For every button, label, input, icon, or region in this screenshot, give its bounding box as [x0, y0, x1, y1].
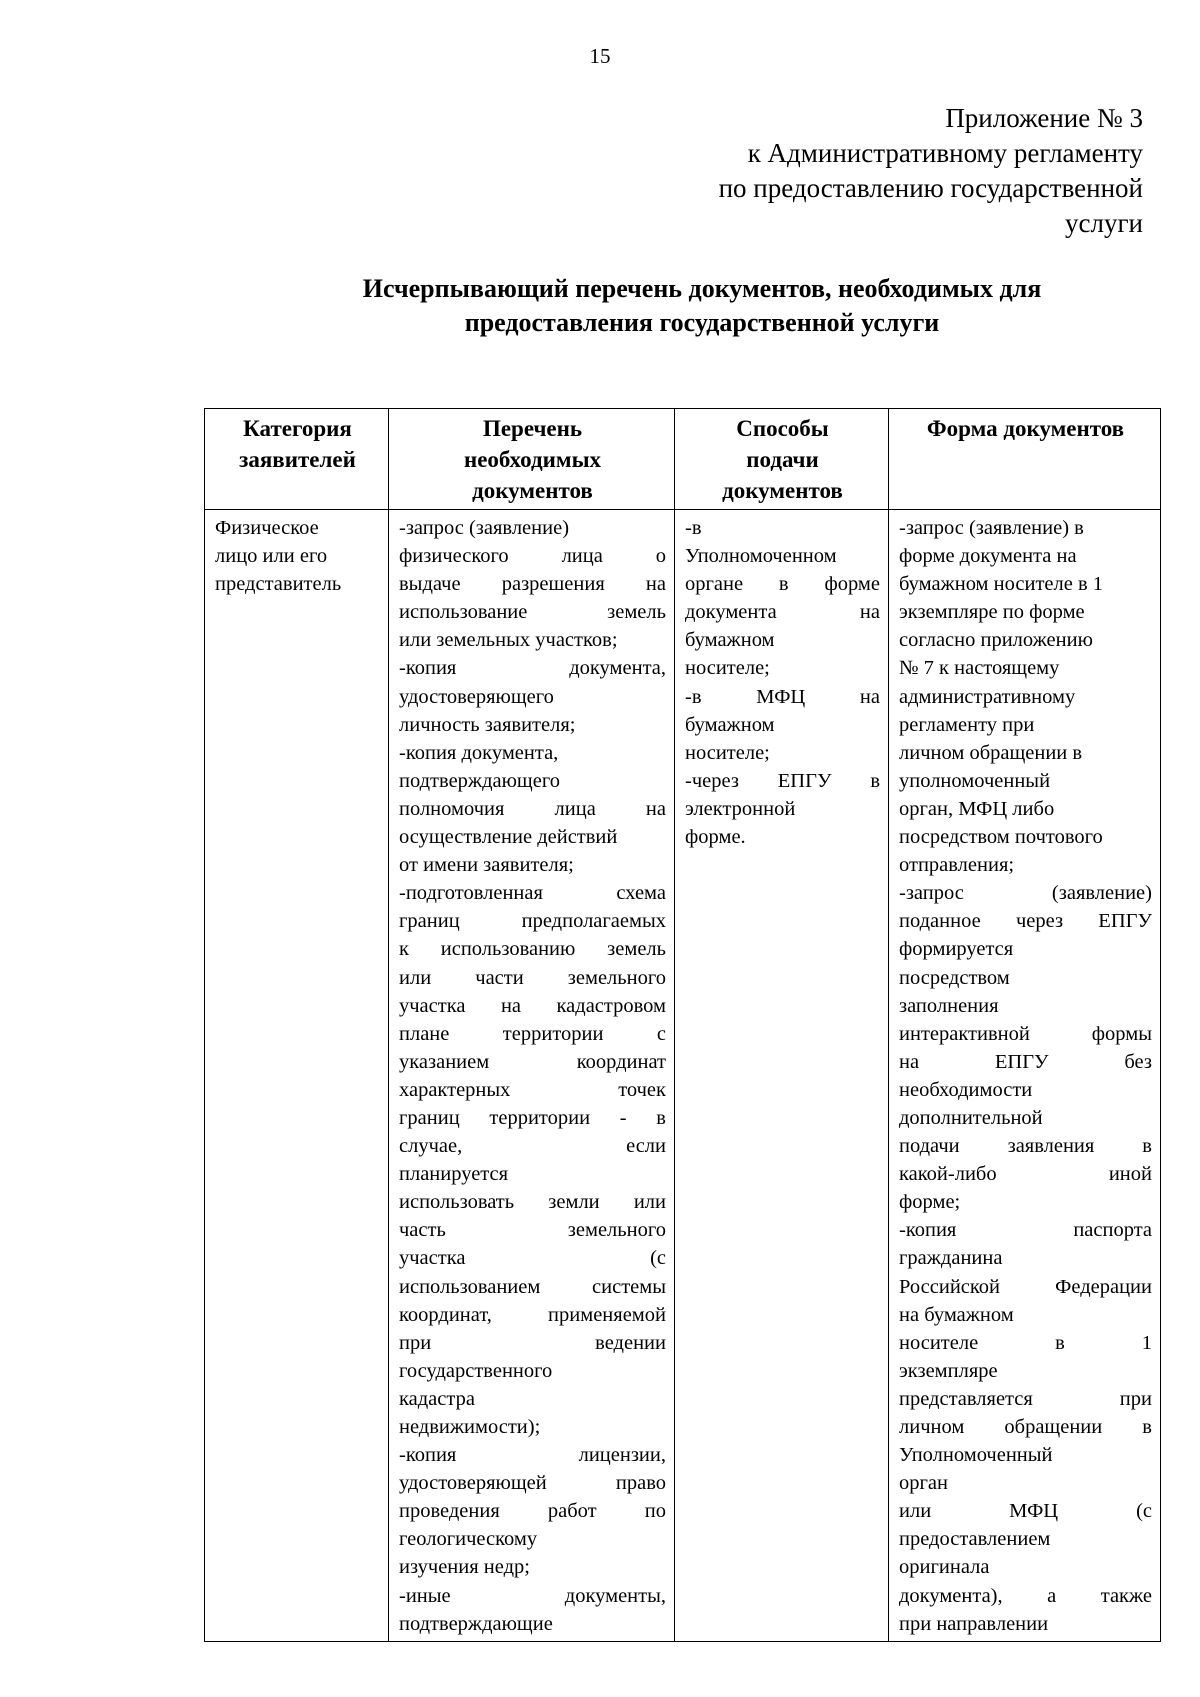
cell-text-line: -копия документа,: [399, 741, 559, 764]
cell-text-line: экземпляре: [899, 1359, 998, 1382]
cell-text-line: Уполномоченный: [899, 1444, 1053, 1467]
cell-text-line: экземпляре по форме: [899, 601, 1085, 624]
cell-text-line: какой-либо иной: [899, 1163, 1152, 1186]
table-row: [205, 510, 1161, 1642]
cell-document-form: [889, 510, 1161, 1642]
cell-text-line: или земельных участков;: [399, 629, 618, 652]
cell-text-line: форме;: [899, 1191, 961, 1214]
cell-text-line: орган: [899, 1472, 948, 1495]
cell-text-line: удостоверяющей право: [399, 1472, 666, 1495]
header-submission-methods: [675, 409, 889, 510]
header-line: необходимых: [463, 447, 602, 472]
cell-text-line: подачи заявления в: [899, 1135, 1152, 1158]
cell-text-line: № 7 к настоящему: [899, 657, 1060, 680]
cell-text-line: посредством: [899, 966, 1010, 989]
cell-text-line: носителе;: [685, 741, 770, 764]
cell-text-line: гражданина: [899, 1247, 1003, 1270]
cell-text-line: характерных точек: [399, 1078, 666, 1101]
cell-text-line: физического лица о: [399, 545, 666, 568]
cell-text-line: бумажном: [685, 629, 775, 652]
cell-text-line: носителе в 1: [899, 1331, 1152, 1354]
cell-text-line: использованием системы: [399, 1275, 666, 1298]
cell-text-line: -через ЕПГУ в: [685, 769, 880, 792]
cell-text-line: органе в форме: [685, 573, 880, 596]
cell-text-line: отправления;: [899, 854, 1015, 877]
cell-text-line: удостоверяющего: [399, 685, 554, 708]
cell-text-line: или части земельного: [399, 966, 666, 989]
cell-text-line: Физическое: [215, 517, 319, 539]
cell-text-line: осуществление действий: [399, 826, 618, 849]
cell-text-line: -в: [685, 517, 702, 539]
cell-text-line: к использованию земель: [399, 938, 666, 961]
cell-text-line: изучения недр;: [399, 1556, 530, 1579]
cell-applicant-category: [205, 510, 389, 1642]
cell-text-line: часть земельного: [399, 1219, 666, 1242]
cell-text-line: бумажном носителе в 1: [899, 573, 1104, 596]
cell-text-line: документа на: [685, 601, 880, 624]
title-line: Исчерпывающий перечень документов, необходимых для: [362, 274, 1042, 303]
cell-text-line: личном обращении в: [899, 1416, 1152, 1438]
document-title: [312, 272, 1092, 340]
cell-text-line: случае, если: [399, 1135, 666, 1158]
cell-text-line: -иные документы,: [399, 1584, 666, 1607]
cell-text-line: -запрос (заявление): [399, 517, 570, 539]
appendix-line: к Административному регламенту: [747, 138, 1143, 168]
cell-text-line: -запрос (заявление) в: [899, 517, 1084, 539]
header-applicant-category: [205, 409, 389, 510]
cell-text-line: представитель: [215, 573, 342, 596]
cell-text-line: административному: [899, 685, 1076, 708]
cell-text-line: уполномоченный: [899, 769, 1051, 792]
cell-text-line: использовать земли или: [399, 1191, 666, 1214]
table-header-row: [205, 409, 1161, 510]
cell-text-line: границ предполагаемых: [399, 910, 666, 933]
cell-text-line: недвижимости);: [399, 1416, 541, 1438]
title-line: предоставления государственной услуги: [464, 308, 940, 337]
cell-text-line: планируется: [399, 1163, 509, 1186]
cell-text-line: Уполномоченном: [685, 545, 837, 568]
cell-text-line: -подготовленная схема: [399, 882, 666, 905]
cell-text-line: носителе;: [685, 657, 770, 680]
header-line: Способы: [736, 416, 829, 441]
cell-text-line: лицо или его: [215, 545, 328, 568]
cell-text-line: форме документа на: [899, 545, 1077, 568]
cell-text-line: документа), а также: [899, 1584, 1152, 1607]
appendix-line: Приложение № 3: [945, 103, 1143, 133]
cell-text-line: электронной: [685, 797, 796, 820]
cell-documents-list: [389, 510, 675, 1642]
cell-text-line: -копия документа,: [399, 657, 666, 680]
cell-text-line: бумажном: [685, 713, 775, 736]
cell-text-line: формируется: [899, 938, 1014, 961]
header-line: заявителей: [239, 447, 356, 472]
cell-text-line: -в МФЦ на: [685, 685, 880, 708]
cell-text-line: плане территории с: [399, 1022, 666, 1045]
cell-text-line: подтверждающие: [399, 1612, 553, 1635]
cell-text-line: от имени заявителя;: [399, 854, 574, 877]
documents-table: [204, 408, 1161, 1642]
cell-text-line: дополнительной: [899, 1106, 1043, 1129]
cell-text-line: личность заявителя;: [399, 713, 576, 736]
cell-text-line: Российской Федерации: [899, 1275, 1152, 1298]
cell-text-line: подтверждающего: [399, 769, 560, 792]
page-number: 15: [589, 44, 611, 68]
cell-text-line: участка (с: [399, 1247, 666, 1270]
cell-text-line: границ территории - в: [399, 1106, 666, 1129]
cell-text-line: -запрос (заявление): [899, 882, 1152, 905]
appendix-line: по предоставлению государственной: [718, 173, 1143, 203]
cell-text-line: посредством почтового: [899, 826, 1103, 849]
cell-text-line: личном обращении в: [899, 741, 1083, 764]
header-line: документов: [722, 478, 843, 503]
cell-text-line: или МФЦ (с: [899, 1500, 1152, 1523]
cell-text-line: указанием координат: [399, 1050, 666, 1073]
cell-text-line: выдаче разрешения на: [399, 573, 666, 596]
header-documents-list: [389, 409, 675, 510]
cell-text-line: на бумажном: [899, 1303, 1014, 1326]
appendix-reference: [719, 101, 1143, 241]
cell-text-line: полномочия лица на: [399, 797, 666, 820]
header-document-form: [889, 409, 1161, 510]
header-line: подачи: [746, 447, 819, 472]
cell-text-line: согласно приложению: [899, 629, 1093, 652]
cell-text-line: оригинала: [899, 1556, 990, 1579]
cell-text-line: интерактивной формы: [899, 1022, 1152, 1045]
cell-text-line: предоставлением: [899, 1528, 1051, 1551]
cell-text-line: заполнения: [899, 994, 999, 1017]
cell-text-line: кадастра: [399, 1387, 475, 1410]
cell-text-line: форме.: [685, 826, 746, 849]
cell-text-line: представляется при: [899, 1387, 1152, 1410]
cell-text-line: необходимости: [899, 1078, 1033, 1101]
appendix-line: услуги: [1065, 208, 1143, 238]
cell-text-line: при ведении: [399, 1331, 666, 1354]
cell-text-line: проведения работ по: [399, 1500, 666, 1523]
cell-text-line: участка на кадастровом: [399, 994, 666, 1017]
header-line: Форма документов: [926, 416, 1125, 441]
header-line: документов: [472, 478, 593, 503]
cell-text-line: -копия лицензии,: [399, 1444, 666, 1467]
cell-text-line: на ЕПГУ без: [899, 1050, 1152, 1073]
cell-text-line: -копия паспорта: [899, 1219, 1152, 1242]
cell-text-line: регламенту при: [899, 713, 1035, 736]
cell-text-line: геологическому: [399, 1528, 538, 1551]
cell-text-line: координат, применяемой: [399, 1303, 666, 1326]
cell-submission-methods: [675, 510, 889, 1642]
header-line: Категория: [243, 416, 352, 441]
cell-text-line: государственного: [399, 1359, 553, 1382]
cell-text-line: при направлении: [899, 1612, 1049, 1635]
cell-text-line: поданное через ЕПГУ: [899, 910, 1152, 933]
cell-text-line: использование земель: [399, 601, 666, 624]
cell-text-line: орган, МФЦ либо: [899, 797, 1055, 820]
header-line: Перечень: [482, 416, 583, 441]
